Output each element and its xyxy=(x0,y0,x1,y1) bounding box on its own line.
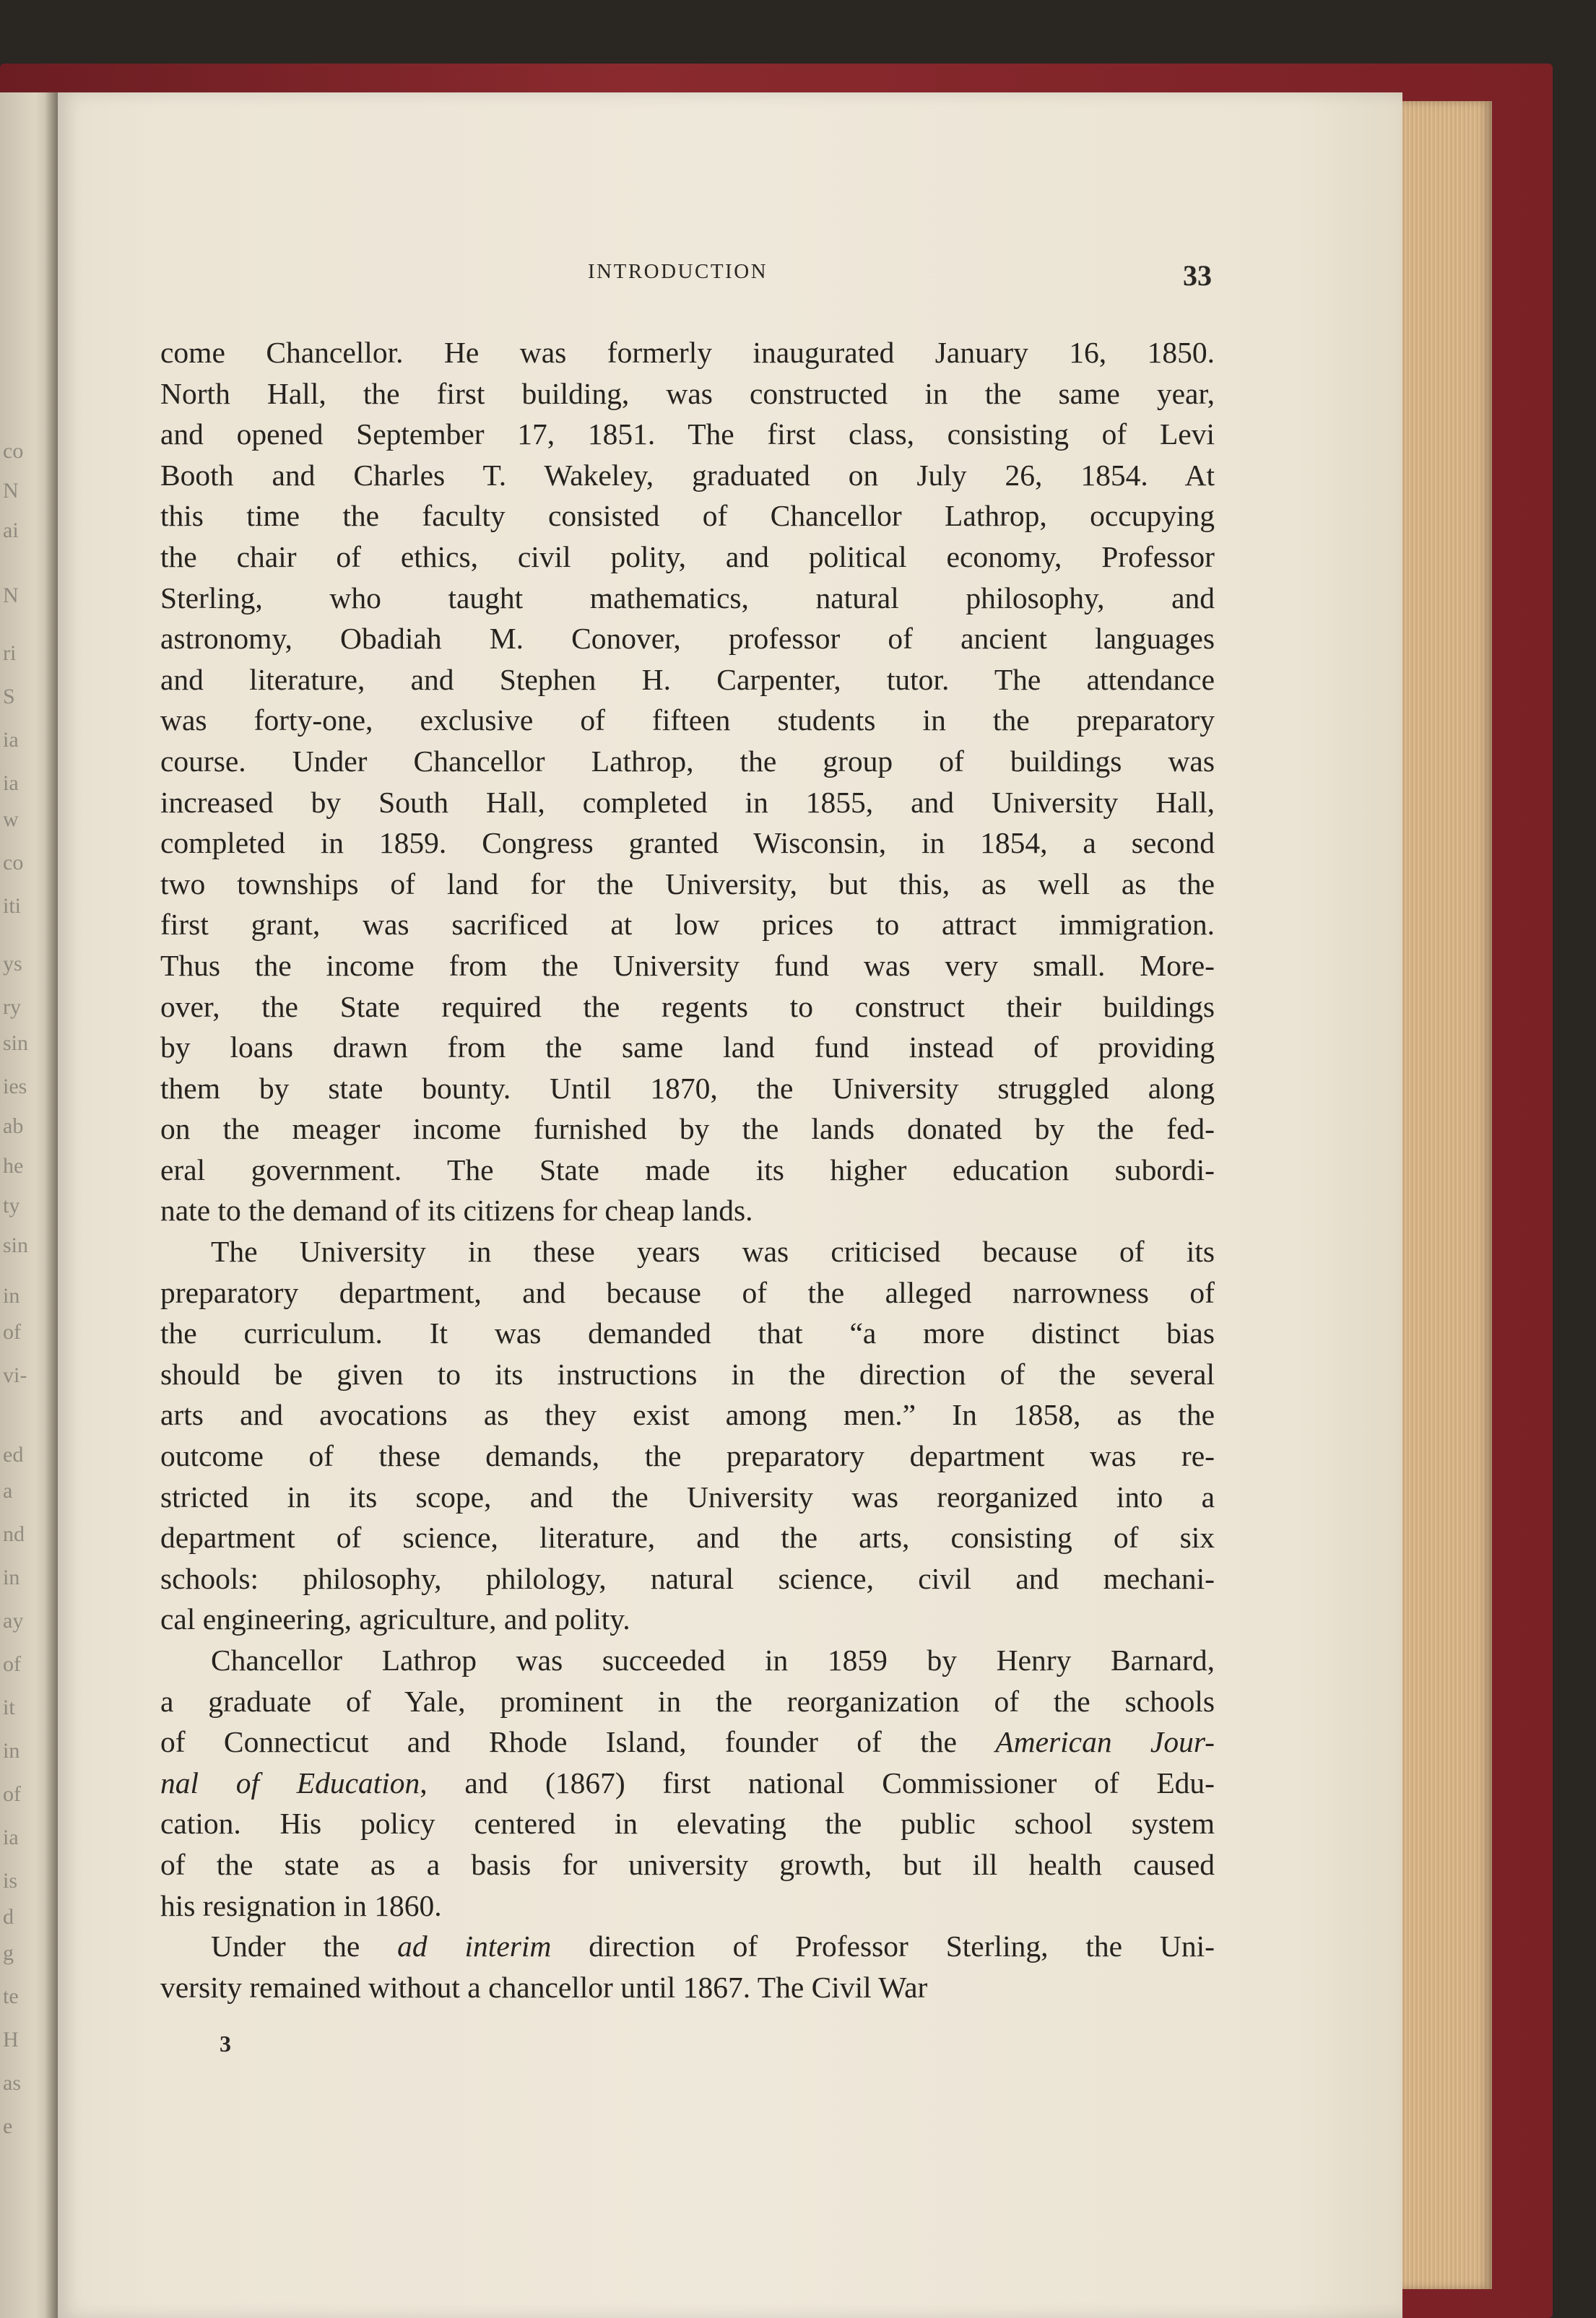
text-line: preparatory department, and because of the alleged narrowness of xyxy=(160,1275,1215,1309)
text-line: on the meager income furnished by the lands donated by the fed- xyxy=(160,1112,1215,1146)
left-page-fragment: sin xyxy=(3,1031,29,1055)
text-line: Under the ad interim direction of Professor Sterling, the Uni- xyxy=(211,1930,1215,1963)
text-line: nate to the demand of its citizens for cheap lands. xyxy=(160,1194,753,1228)
text-line: of the state as a basis for university growth, but ill health caused xyxy=(160,1847,1215,1881)
left-page-fragment: ia xyxy=(3,1826,19,1849)
left-page-fragment: of xyxy=(3,1782,21,1806)
previous-page-edge xyxy=(0,92,58,2318)
body-text xyxy=(160,332,1215,2007)
left-page-fragment: S xyxy=(3,685,15,708)
left-page-fragment: w xyxy=(3,807,19,831)
text-line: them by state bounty. Until 1870, the University struggled along xyxy=(160,1071,1215,1105)
text-line: outcome of these demands, the preparatory department was re- xyxy=(160,1439,1215,1473)
text-line: Thus the income from the University fund was very small. More- xyxy=(160,948,1215,982)
text-line: of Connecticut and Rhode Island, founder of the American Jour- xyxy=(160,1725,1215,1759)
text-line: stricted in its scope, and the University was reorganized into a xyxy=(160,1480,1215,1514)
text-line: astronomy, Obadiah M. Conover, professor of ancient languages xyxy=(160,622,1215,656)
text-line: come Chancellor. He was formerly inaugurated January 16, 1850. xyxy=(160,336,1215,369)
text-line: first grant, was sacrificed at low prices to attract immigration. xyxy=(160,908,1215,942)
text-line: completed in 1859. Congress granted Wisconsin, in 1854, a second xyxy=(160,826,1215,860)
left-page-fragment: vi- xyxy=(3,1363,27,1387)
text-line: The University in these years was criticised because of its xyxy=(211,1235,1215,1269)
text-line: versity remained without a chancellor until 1867. The Civil War xyxy=(160,1970,928,2004)
left-page-fragment: ai xyxy=(3,518,19,542)
left-page-fragment: d xyxy=(3,1905,14,1929)
left-page-fragment: sin xyxy=(3,1233,29,1257)
left-page-fragment: a xyxy=(3,1479,13,1503)
text-line: his resignation in 1860. xyxy=(160,1888,442,1922)
text-line: department of science, literature, and the arts, consisting of six xyxy=(160,1521,1215,1555)
text-line: Sterling, who taught mathematics, natural philosophy, and xyxy=(160,581,1215,615)
text-line: the curriculum. It was demanded that “a more distinct bias xyxy=(160,1316,1215,1350)
left-page-fragment: ty xyxy=(3,1194,20,1217)
text-line: nal of Education, and (1867) first national Commissioner of Edu- xyxy=(160,1766,1215,1800)
left-page-fragment: he xyxy=(3,1154,24,1178)
left-page-fragment: as xyxy=(3,2071,21,2095)
left-page-fragment: H xyxy=(3,2028,19,2052)
left-page-fragment: in xyxy=(3,1739,20,1763)
text-line: Booth and Charles T. Wakeley, graduated on July 26, 1854. At xyxy=(160,458,1215,492)
text-line: cal engineering, agriculture, and polity. xyxy=(160,1602,630,1636)
left-page-fragment: in xyxy=(3,1284,20,1308)
text-line: was forty-one, exclusive of fifteen students in the preparatory xyxy=(160,703,1215,737)
running-head: INTRODUCTION xyxy=(588,260,768,283)
left-page-fragment: ia xyxy=(3,728,19,752)
text-line: Chancellor Lathrop was succeeded in 1859 by Henry Barnard, xyxy=(211,1644,1215,1677)
text-line: a graduate of Yale, prominent in the reorganization of the schools xyxy=(160,1684,1215,1718)
left-page-fragment: te xyxy=(3,1984,19,2008)
text-line: and opened September 17, 1851. The first class, consisting of Levi xyxy=(160,417,1215,451)
page-fore-edge xyxy=(1402,101,1492,2289)
text-line: North Hall, the first building, was constructed in the same year, xyxy=(160,376,1215,410)
left-page-fragment: ia xyxy=(3,771,19,795)
left-page-fragment: in xyxy=(3,1566,20,1589)
left-page-fragment: ry xyxy=(3,995,21,1019)
left-page-fragment: it xyxy=(3,1696,15,1719)
text-line: two townships of land for the University, but this, as well as the xyxy=(160,867,1215,900)
left-page-fragment: co xyxy=(3,439,24,463)
left-page-fragment: of xyxy=(3,1320,21,1344)
text-line: and literature, and Stephen H. Carpenter, tutor. The attendance xyxy=(160,662,1215,696)
left-page-fragment: g xyxy=(3,1941,14,1965)
left-page-fragment: ys xyxy=(3,952,22,976)
page-gutter-shadow xyxy=(45,92,58,2318)
left-page-fragment: N xyxy=(3,583,19,607)
text-line: over, the State required the regents to construct their buildings xyxy=(160,989,1215,1023)
text-line: by loans drawn from the same land fund instead of providing xyxy=(160,1030,1215,1064)
left-page-fragment: nd xyxy=(3,1522,25,1546)
left-page-fragment: e xyxy=(3,2114,13,2138)
text-line: schools: philosophy, philology, natural science, civil and mechani- xyxy=(160,1561,1215,1595)
left-page-fragment: is xyxy=(3,1869,18,1893)
page-number: 33 xyxy=(1183,259,1212,292)
text-line: should be given to its instructions in the direction of the several xyxy=(160,1357,1215,1391)
text-line: increased by South Hall, completed in 1855, and University Hall, xyxy=(160,785,1215,819)
left-page-fragment: N xyxy=(3,479,19,503)
left-page-fragment: co xyxy=(3,851,24,874)
text-line: eral government. The State made its higher education subordi- xyxy=(160,1153,1215,1186)
left-page-fragment: ri xyxy=(3,641,17,665)
left-page-fragment: ed xyxy=(3,1443,24,1467)
left-page-fragment: of xyxy=(3,1652,21,1676)
text-line: this time the faculty consisted of Chancellor Lathrop, occupying xyxy=(160,499,1215,533)
text-line: course. Under Chancellor Lathrop, the group of buildings was xyxy=(160,744,1215,778)
signature-mark: 3 xyxy=(220,2031,231,2057)
left-page-fragment: iti xyxy=(3,894,22,918)
text-line: arts and avocations as they exist among men.” In 1858, as the xyxy=(160,1398,1215,1432)
left-page-fragment: ab xyxy=(3,1114,24,1138)
left-page-fragment: ies xyxy=(3,1075,27,1098)
left-page-fragment: ay xyxy=(3,1609,24,1633)
text-line: cation. His policy centered in elevating the public school system xyxy=(160,1807,1215,1841)
text-line: the chair of ethics, civil polity, and political economy, Professor xyxy=(160,539,1215,573)
